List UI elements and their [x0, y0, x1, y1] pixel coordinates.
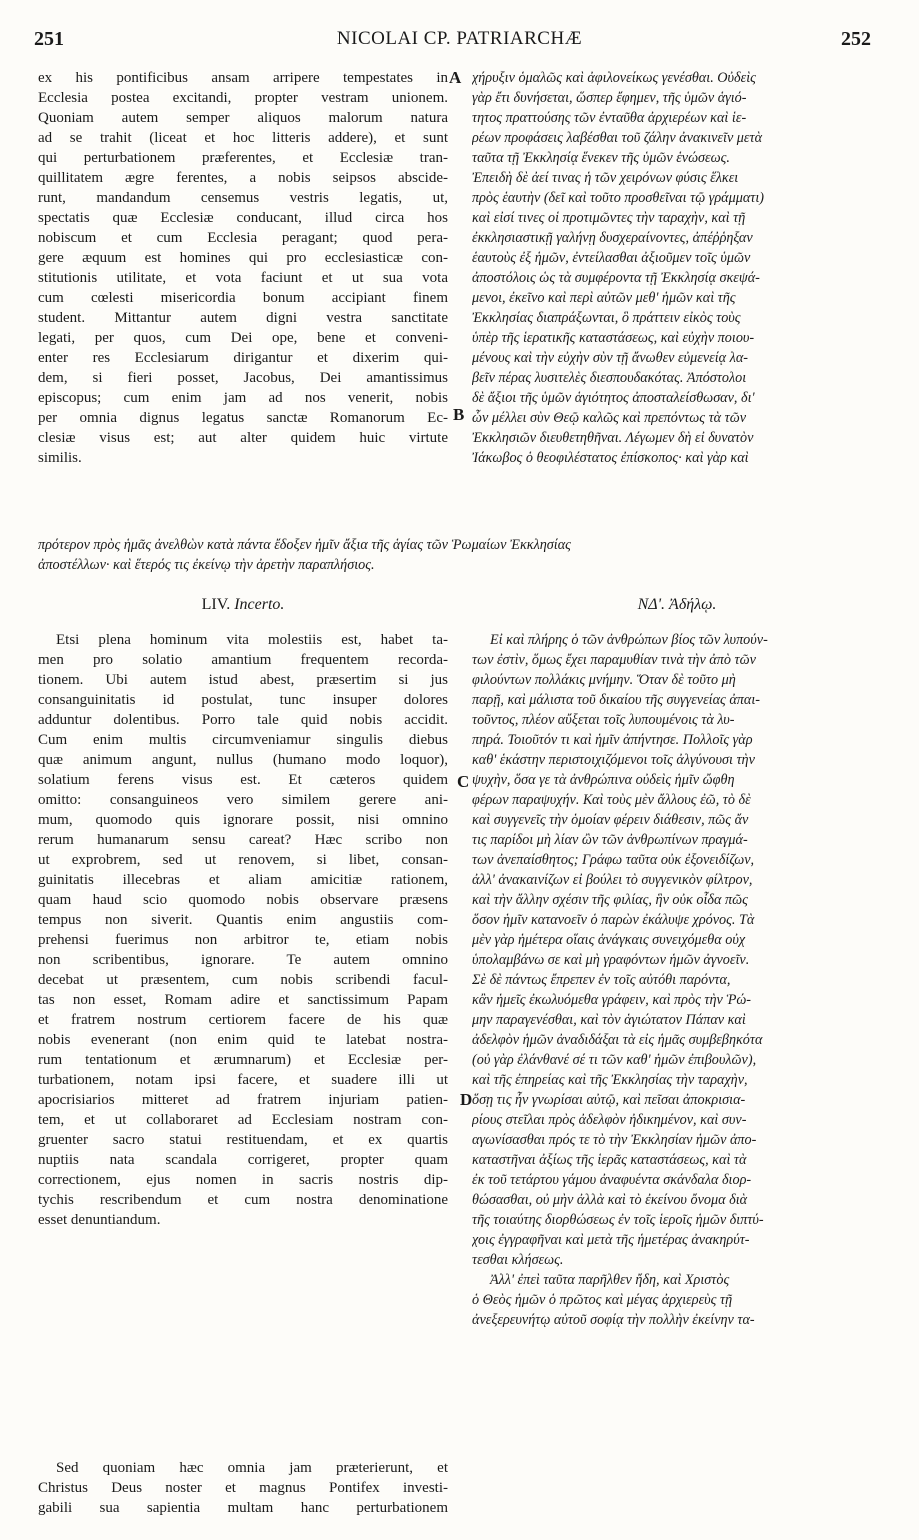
text-line: Εἰ καὶ πλήρης ὁ τῶν ἀνθρώπων βίος τῶν λυπούν- [490, 632, 768, 648]
page-number-right: 252 [841, 28, 871, 50]
text-line: dem, si fieri posset, Jacobus, Dei amantissimus [38, 370, 448, 386]
text-line: ρέων προφάσεις λαβέσθαι τοῦ ζάλην ἀνακινεῖν μετὰ [472, 130, 763, 146]
text-line: episcopus; cum enim jam ad nos venerit, nobis [38, 390, 448, 406]
text-line: δὲ ἄξιοι τῆς ὑμῶν ἁγιότητος ἀποσταλείσθωσαν, δι' [472, 390, 755, 406]
text-line: ἐκ τοῦ τετάρτου γάμου ἀναφυέντα σκάνδαλα διορ- [472, 1172, 752, 1188]
text-line: quæ animum angunt, nullus (humano modo loquor), [38, 752, 448, 768]
text-line: μὲν γὰρ ἡμέτερα οἵαις ἀνάγκαις συνειχόμεθα οὐχ [472, 932, 746, 948]
text-line: χήρυξιν ὁμαλῶς καὶ ἀφιλονείκως γενέσθαι. Οὐδεὶς [472, 70, 756, 86]
text-line: μην παραγενέσθαι, καὶ τὸν ἁγιώτατον Πάπαν καὶ [472, 1012, 746, 1028]
running-title: NICOLAI CP. PATRIARCHÆ [336, 28, 583, 49]
margin-marker-c: C [457, 772, 470, 791]
text-line: decebat ut præsentem, cum nobis scribendi facul- [38, 972, 448, 988]
text-line: ad se trahit (liceat et hoc litteris addere), et sunt [38, 130, 448, 146]
latin-letter-heading [38, 596, 448, 614]
text-line: πρὸς ἑαυτὴν (δεῖ καὶ τοῦτο προσθεῖναι τῷ γράμματι) [472, 190, 765, 206]
text-line: Etsi plena hominum vita molestiis est, habet ta- [56, 632, 448, 648]
text-line: μένους καὶ τὴν εὐχὴν σὺν τῇ ἄνωθεν εὐμενείᾳ λα- [472, 350, 748, 366]
text-line: αγωνίσασθαι πρός τε τὸ τὴν Ἐκκλησίαν ἡμῶν ἀπο- [472, 1132, 757, 1148]
text-line: nobiscum et cum Ecclesia peragant; quod pera- [38, 230, 448, 246]
text-line: καὶ τὴν ἄλλην σχέσιν τῆς φιλίας, ἣν οὐκ οἶδα πῶς [472, 892, 748, 908]
text-line: ὁ Θεὸς ἡμῶν ὁ πρῶτος καὶ μέγας ἀρχιερεὺς τῇ [472, 1292, 733, 1308]
margin-marker-d: D [460, 1090, 473, 1109]
text-line: ρίους στεῖλαι πρὸς ἀδελφὸν ἠδικημένον, καὶ συν- [472, 1112, 747, 1128]
text-line: per omnia dignus legatus sanctæ Romanorum Ec- [38, 410, 448, 426]
text-line: Ἀλλ' ἐπεὶ ταῦτα παρῆλθεν ἤδη, καὶ Χριστὸς [490, 1272, 730, 1288]
text-line: quillitatem ægre ferentes, a nobis seipsos abscide- [38, 170, 448, 186]
text-line: κἂν ἡμεῖς ἐκωλυόμεθα γράφειν, καὶ πρὸς τὴν Ῥώ- [472, 992, 752, 1008]
text-line: prehensi fuerimus non arbitror te, etiam nobis [38, 932, 448, 948]
text-line: clesiæ visus est; aut alter quidem huic virtute [38, 430, 448, 446]
greek-letter-heading: ΝΔ'. Ἀδήλῳ. [637, 596, 717, 613]
text-line: solatium ferens visus est. Et cæteros quidem [38, 772, 448, 788]
text-line: nobis evenerant (non enim quid te latebat nostra- [38, 1032, 448, 1048]
text-line: nuptiis nata scandala corrigeret, propter quam [38, 1152, 448, 1168]
text-line: Cum enim multis circumveniamur singulis diebus [38, 732, 448, 748]
text-line: tem, et ut collaboraret ad Ecclesiam nostram con- [38, 1112, 448, 1128]
text-line: μενοι, ἐκεῖνο καὶ περὶ αὐτῶν μεθ' ἡμῶν καὶ τῆς [472, 290, 736, 306]
text-line: enter res Ecclesiarum dirigantur et dixerim qui- [38, 350, 448, 366]
text-line: qui perturbationem præferentes, et Ecclesiæ tran- [38, 150, 448, 166]
text-line: rum tentationum et ærumnarum) et Ecclesiæ per- [38, 1052, 448, 1068]
text-line: γὰρ ἔτι δυνήσεται, ὥσπερ ἔφημεν, τῆς ὑμῶν ἁγιό- [472, 90, 747, 106]
text-line: correctionem, ejus nomen in sacris nostris dip- [38, 1172, 448, 1188]
text-line: guinitatis illecebras et aliam amicitiæ rationem, [38, 872, 448, 888]
text-line: καὶ τῆς ἐπηρείας καὶ τῆς Ἐκκλησίας τὴν ταραχὴν, [472, 1072, 748, 1088]
letter-number: LIV. [201, 596, 231, 613]
text-line: tionem. Ubi autem istud abest, præsertim si jus [38, 672, 448, 688]
text-line: πηρά. Τοιοῦτόν τι καὶ ἡμῖν ἀπήντησε. Πολλοῖς γὰρ [472, 732, 753, 748]
text-line: student. Mittantur autem digni vestra sanctitate [38, 310, 448, 326]
text-line: runt, mandandum censemus vestris legatis, ut, [38, 190, 448, 206]
text-line: tas non esset, Romam adire et sanctissimum Papam [38, 992, 448, 1008]
text-line: spectatis quæ Ecclesiæ conducant, illud circa hos [38, 210, 448, 226]
text-line: legati, per quos, cum Dei ope, bene et conveni- [38, 330, 448, 346]
text-line: ex his pontificibus ansam arripere tempestates in [38, 70, 448, 86]
text-line: ἀνεξερευνήτῳ αὐτοῦ σοφίᾳ τὴν πολλὴν ἐκείνην τα- [472, 1312, 755, 1328]
text-line: βεῖν πέρας λυσιτελὲς διεσπουδακότας. Ἀπόστολοι [472, 370, 747, 386]
letter-recipient: Incerto. [234, 596, 285, 613]
text-line: φέρων παραψυχήν. Καὶ τοὺς μὲν ἄλλους ἐῶ, τὸ δὲ [472, 792, 751, 808]
text-line: των ἀνεπαίσθητος; Γράφω ταῦτα οὐκ ἐξονειδίζων, [472, 852, 755, 868]
text-line: Ecclesia postea excitandi, propter vestram unionem. [38, 90, 448, 106]
text-line: Christus Deus noster et magnus Pontifex investi- [38, 1480, 448, 1496]
text-line: τις παρίδοι μὴ λίαν ὢν τῶν ἀνθρωπίνων πραγμά- [472, 832, 748, 848]
text-line: παρῇ, καὶ μάλιστα τοῦ δικαίου τῆς συγγενείας ἀπαι- [472, 692, 761, 708]
text-line: τοῦντος, πλέον αὔξεται τοῖς λυπουμένοις τὰ λυ- [472, 712, 735, 728]
text-line: τῆς τοιαύτης διορθώσεως ἐν τοῖς ἱεροῖς ἡμῶν διπτύ- [472, 1212, 764, 1228]
text-line: gabili sua sapientia multam hanc perturbationem [38, 1500, 448, 1516]
text-line: ψυχὴν, ὅσα γε τὰ ἀνθρώπινα οὐδεὶς ἡμῖν ὤφθη [472, 772, 735, 788]
text-line: Ἰάκωβος ὁ θεοφιλέστατος ἐπίσκοπος· καὶ γὰρ καὶ [472, 450, 749, 466]
text-line: ὑπὲρ τῆς ἱερατικῆς καταστάσεως, καὶ εὐχὴν ποιου- [472, 330, 755, 346]
text-line: ἑαυτοὺς ἐξ ἡμῶν, ἐντείλασθαι ἀξιοῦμεν τοῖς ὑμῶν [472, 250, 751, 266]
text-line: φιλούντων πολλάκις μνήμην. Ὅταν δὲ τοῦτο μὴ [472, 672, 736, 688]
text-line: cum cœlesti misericordia bonum accipiant finem [38, 290, 448, 306]
text-line: πρότερον πρὸς ἡμᾶς ἀνελθὼν κατὰ πάντα ἔδοξεν ἡμῖν ἄξια τῆς ἁγίας τῶν Ῥωμαίων Ἐκκλησίας [38, 537, 571, 553]
text-line: turbationem, notam ipsi facere, et suadere illi ut [38, 1072, 448, 1088]
text-line: ἀδελφὸν ἡμῶν ἀναδιδάξαι τὰ εἰς ἡμᾶς συμβεβηκότα [472, 1032, 763, 1048]
latin-column-top [38, 68, 448, 468]
text-line: mum, quomodo quis ignorare possit, nisi omnino [38, 812, 448, 828]
text-line: adduntur dolentibus. Porro tale quid nobis accidit. [38, 712, 448, 728]
text-line: καὶ συγγενεῖς τὴν ὁμοίαν φέρειν διάθεσιν, πῶς ἄν [472, 812, 749, 828]
text-line: χοις ἐγγραφῆναι καὶ μετὰ τῆς ἡμετέρας ἀνακηρύτ- [472, 1232, 750, 1248]
text-line: καὶ εἰσί τινες οἱ προτιμῶντες τὴν ταραχὴν, καὶ τῇ [472, 210, 746, 226]
greek-column-top [472, 68, 882, 468]
text-line: non scribentibus, ignorare. Te autem omnino [38, 952, 448, 968]
text-line: Ἐπειδὴ δὲ ἀεί τινας ἡ τῶν χειρόνων φύσις ἕλκει [472, 170, 739, 186]
text-line: ὅσον ἡμῖν κατανοεῖν ὁ παρὼν ἐκάλυψε χρόνος. Τὰ [472, 912, 755, 928]
latin-column-body [38, 630, 448, 1230]
text-line: Ἐκκλησιῶν διευθετηθῆναι. Λέγωμεν δὴ εἰ δυνατὸν [472, 430, 754, 446]
text-line: omitto: consanguineos vero similem gerere ani- [38, 792, 448, 808]
text-line: tempus non siverit. Quantis enim angustiis com- [38, 912, 448, 928]
text-line: ἀποστόλοις ὡς τὰ συμφέροντα τῇ Ἐκκλησίᾳ σκεψά- [472, 270, 760, 286]
text-line: men pro solatio amantium frequentem recorda- [38, 652, 448, 668]
text-line: θώσασθαι, οὐ μὴν ἀλλὰ καὶ τὸ ἐκείνου ὄνομα διὰ [472, 1192, 748, 1208]
text-line: καταστῆναι ἀξίως τῆς ἱερᾶς καταστάσεως, καὶ τὰ [472, 1152, 747, 1168]
page-number-left: 251 [34, 28, 64, 50]
text-line: ὧν μέλλει σὺν Θεῷ καλῶς καὶ πρεπόντως τὰ τῶν [472, 410, 747, 426]
text-line: Sed quoniam hæc omnia jam præterierunt, et [56, 1460, 448, 1476]
margin-marker-a: A [449, 68, 462, 87]
text-line: ut exprobrem, sed ut renovem, si libet, consan- [38, 852, 448, 868]
greek-spanning-text [38, 535, 883, 575]
text-line: Σὲ δὲ πάντως ἔπρεπεν ἐν τοῖς αὐτόθι παρόντα, [472, 972, 731, 988]
text-line: ἀποστέλλων· καὶ ἕτερός τις ἐκείνῳ τὴν ἀρετὴν παραπλήσιος. [38, 557, 375, 573]
text-line: stitutionis utilitate, et vota faciunt et ut sua vota [38, 270, 448, 286]
text-line: quam haud scio quomodo nobis observare præsens [38, 892, 448, 908]
text-line: tychis rescribendum et cum nostra denominatione [38, 1192, 448, 1208]
text-line: τητος πραττούσης τῶν ἐνταῦθα ἀρχιερέων καὶ ἱε- [472, 110, 747, 126]
text-line: ὅσῃ τις ἦν γνωρίσαι αὐτῷ, καὶ πεῖσαι ἀποκρισια- [472, 1092, 746, 1108]
text-line: similis. [38, 450, 82, 466]
text-line: esset denuntiandum. [38, 1212, 161, 1228]
greek-column-body [472, 630, 882, 1330]
text-line: καθ' ἑκάστην περιστοιχιζόμενοι τοῖς ἀλγύνουσι τὴν [472, 752, 755, 768]
text-line: των ἐστὶν, ὅμως ἔχει παραμυθίαν τινὰ τὴν ἀπὸ τῶν [472, 652, 756, 668]
text-line: ταῦτα τῇ Ἐκκλησίᾳ ἕνεκεν τῆς ὑμῶν ἑνώσεως. [472, 150, 730, 166]
text-line: gere æquum est homines qui pro ecclesiasticæ con- [38, 250, 448, 266]
text-line: ἀλλ' ἀνακαινίζων εἰ βούλει τὸ συγγενικὸν φίλτρον, [472, 872, 753, 888]
text-line: consanguinitatis id postulat, tunc insuper dolores [38, 692, 448, 708]
text-line: et fratrem nostrum certiorem facere de his quæ [38, 1012, 448, 1028]
text-line: gruenter sacro statui restituendam, et ex quartis [38, 1132, 448, 1148]
text-line: ἐκκλησιαστικῇ γαλήνῃ δυσχεραίνοντες, ἀπέῤῥηξαν [472, 230, 753, 246]
latin-column-final [38, 1458, 448, 1518]
text-line: (οὐ γὰρ ἐλάνθανέ σέ τι τῶν καθ' ἡμῶν ἐπιβουλῶν), [472, 1052, 757, 1068]
text-line: τεσθαι κλήσεως. [472, 1252, 564, 1268]
text-line: apocrisiarios mitteret ad fratrem injuriam patien- [38, 1092, 448, 1108]
text-line: rerum humanarum sensu careat? Hæc scribo non [38, 832, 448, 848]
text-line: Quoniam autem semper aliquos malorum natura [38, 110, 448, 126]
text-line: ὑπολαμβάνω σε καὶ μὴ γραφόντων ἡμῶν ἀγνοεῖν. [472, 952, 750, 968]
margin-marker-b: B [453, 405, 465, 424]
text-line: Ἐκκλησίας διαπράξωνται, ὃ πράττειν εἰκὸς τοὺς [472, 310, 741, 326]
